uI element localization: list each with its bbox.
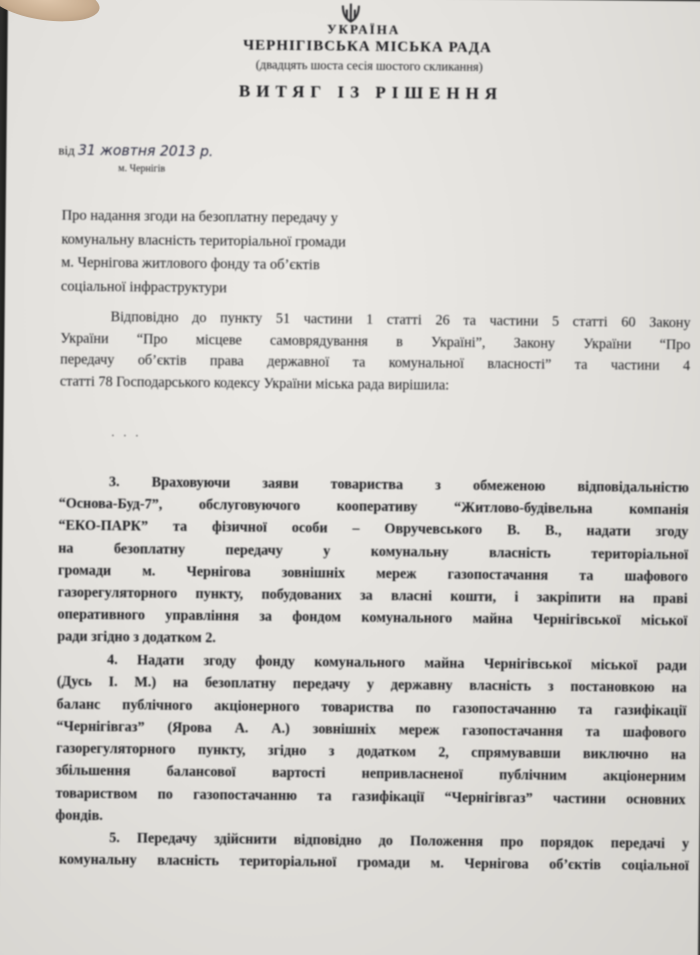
- handwritten-date: 31 жовтня 2013 р.: [77, 142, 214, 161]
- intro-line: Відповідно до пункту 51 частини 1 статті 26 та частини 5 статті 60 Закону: [110, 309, 691, 332]
- item-4-line: фондів.: [55, 807, 103, 825]
- item-4-line: збільшення балансової вартості непривласненої публічним акціонерним: [55, 763, 686, 786]
- item-4-line: газорегуляторного пункту, згідно з додатком 2, спрямувавши виключно на: [56, 740, 687, 764]
- item-3-line: громади м. Чернігова зовнішніх мереж газопостачання та шафового: [57, 562, 689, 585]
- city-label: м. Чернігів: [118, 163, 166, 175]
- item-5-line: комунальну власність територіальної громади м. Чернігова об’єктів соціальної: [58, 851, 689, 875]
- item-3-line: на безоплатну передачу у комунальну власність територіальної: [58, 540, 689, 563]
- item-3-line: газорегуляторного пункту, побудованих за власні кошти, і закріпити на праві: [57, 584, 688, 608]
- item-4-line: товариством по газопостачанню та газифікації “Чернігівгаз” частини основних: [55, 785, 686, 808]
- intro-line: статті 78 Господарського кодексу України міська рада вирішила:: [59, 373, 450, 394]
- intro-paragraph: [60, 307, 691, 400]
- item-3-line: “Основа-Буд-7”, обслуговуючого кооперативу “Житлово-будівельна компанія: [58, 495, 689, 519]
- subject-line: соціальної інфраструктури: [60, 278, 227, 296]
- item-4-line: 4. Надати згоду фонду комунального майна Чернігівської міської ради: [106, 652, 688, 675]
- trident-emblem-icon: [334, 1, 368, 23]
- item-3-line: оперативного управління за фондом комунального майна Чернігівської міської: [57, 606, 688, 630]
- council-heading: ЧЕРНІГІВСЬКА МІСЬКА РАДА: [243, 37, 492, 57]
- item-3-line: 3. Враховуючи заяви товариства з обмеженою відповідальністю: [108, 474, 689, 497]
- item-5-paragraph: [59, 827, 689, 878]
- item-3-line: “ЕКО-ПАРК” та фізичної особи – Овручевського В. В., надати згоду: [58, 517, 689, 541]
- intro-line: передачу об’єктів права державної та комунальної власності” та частини 4: [60, 351, 691, 375]
- subject-line: м. Чернігова житлового фонду та об’єктів: [61, 254, 320, 274]
- session-subheading: (двадцять шоста сесія шостого скликання): [255, 57, 483, 74]
- intro-line: України “Про місцеве самоврядування в Україні”, Закону України “Про: [60, 330, 691, 353]
- document-title: ВИТЯГ ІЗ РІШЕННЯ: [238, 81, 504, 104]
- item-3-line: ради згідно з додатком 2.: [57, 628, 216, 647]
- item-4-paragraph: [55, 649, 687, 834]
- item-5-line: 5. Передачу здійснити відповідно до Положення про порядок передачі у: [109, 830, 690, 853]
- item-4-line: баланс публічного акціонерного товариства по газопостачанню та газифікації: [56, 696, 687, 719]
- omission-marker: . . .: [111, 425, 142, 440]
- decision-subject: [61, 205, 442, 303]
- date-prefix: від: [58, 142, 75, 158]
- item-3-paragraph: [57, 471, 689, 655]
- subject-line: Про надання згоди на безоплатну передачу у: [61, 207, 338, 227]
- country-heading: УКРАЇНА: [326, 21, 401, 38]
- item-4-line: “Чернігівгаз” (Ярова А. А.) зовнішніх мереж газопостачання та шафового: [56, 718, 687, 742]
- date-line: [58, 143, 213, 161]
- item-4-line: (Дусь І. М.) на безоплатну передачу у державну власність з постановкою на: [56, 673, 687, 697]
- subject-line: комунальну власність територіальної громади: [61, 231, 346, 251]
